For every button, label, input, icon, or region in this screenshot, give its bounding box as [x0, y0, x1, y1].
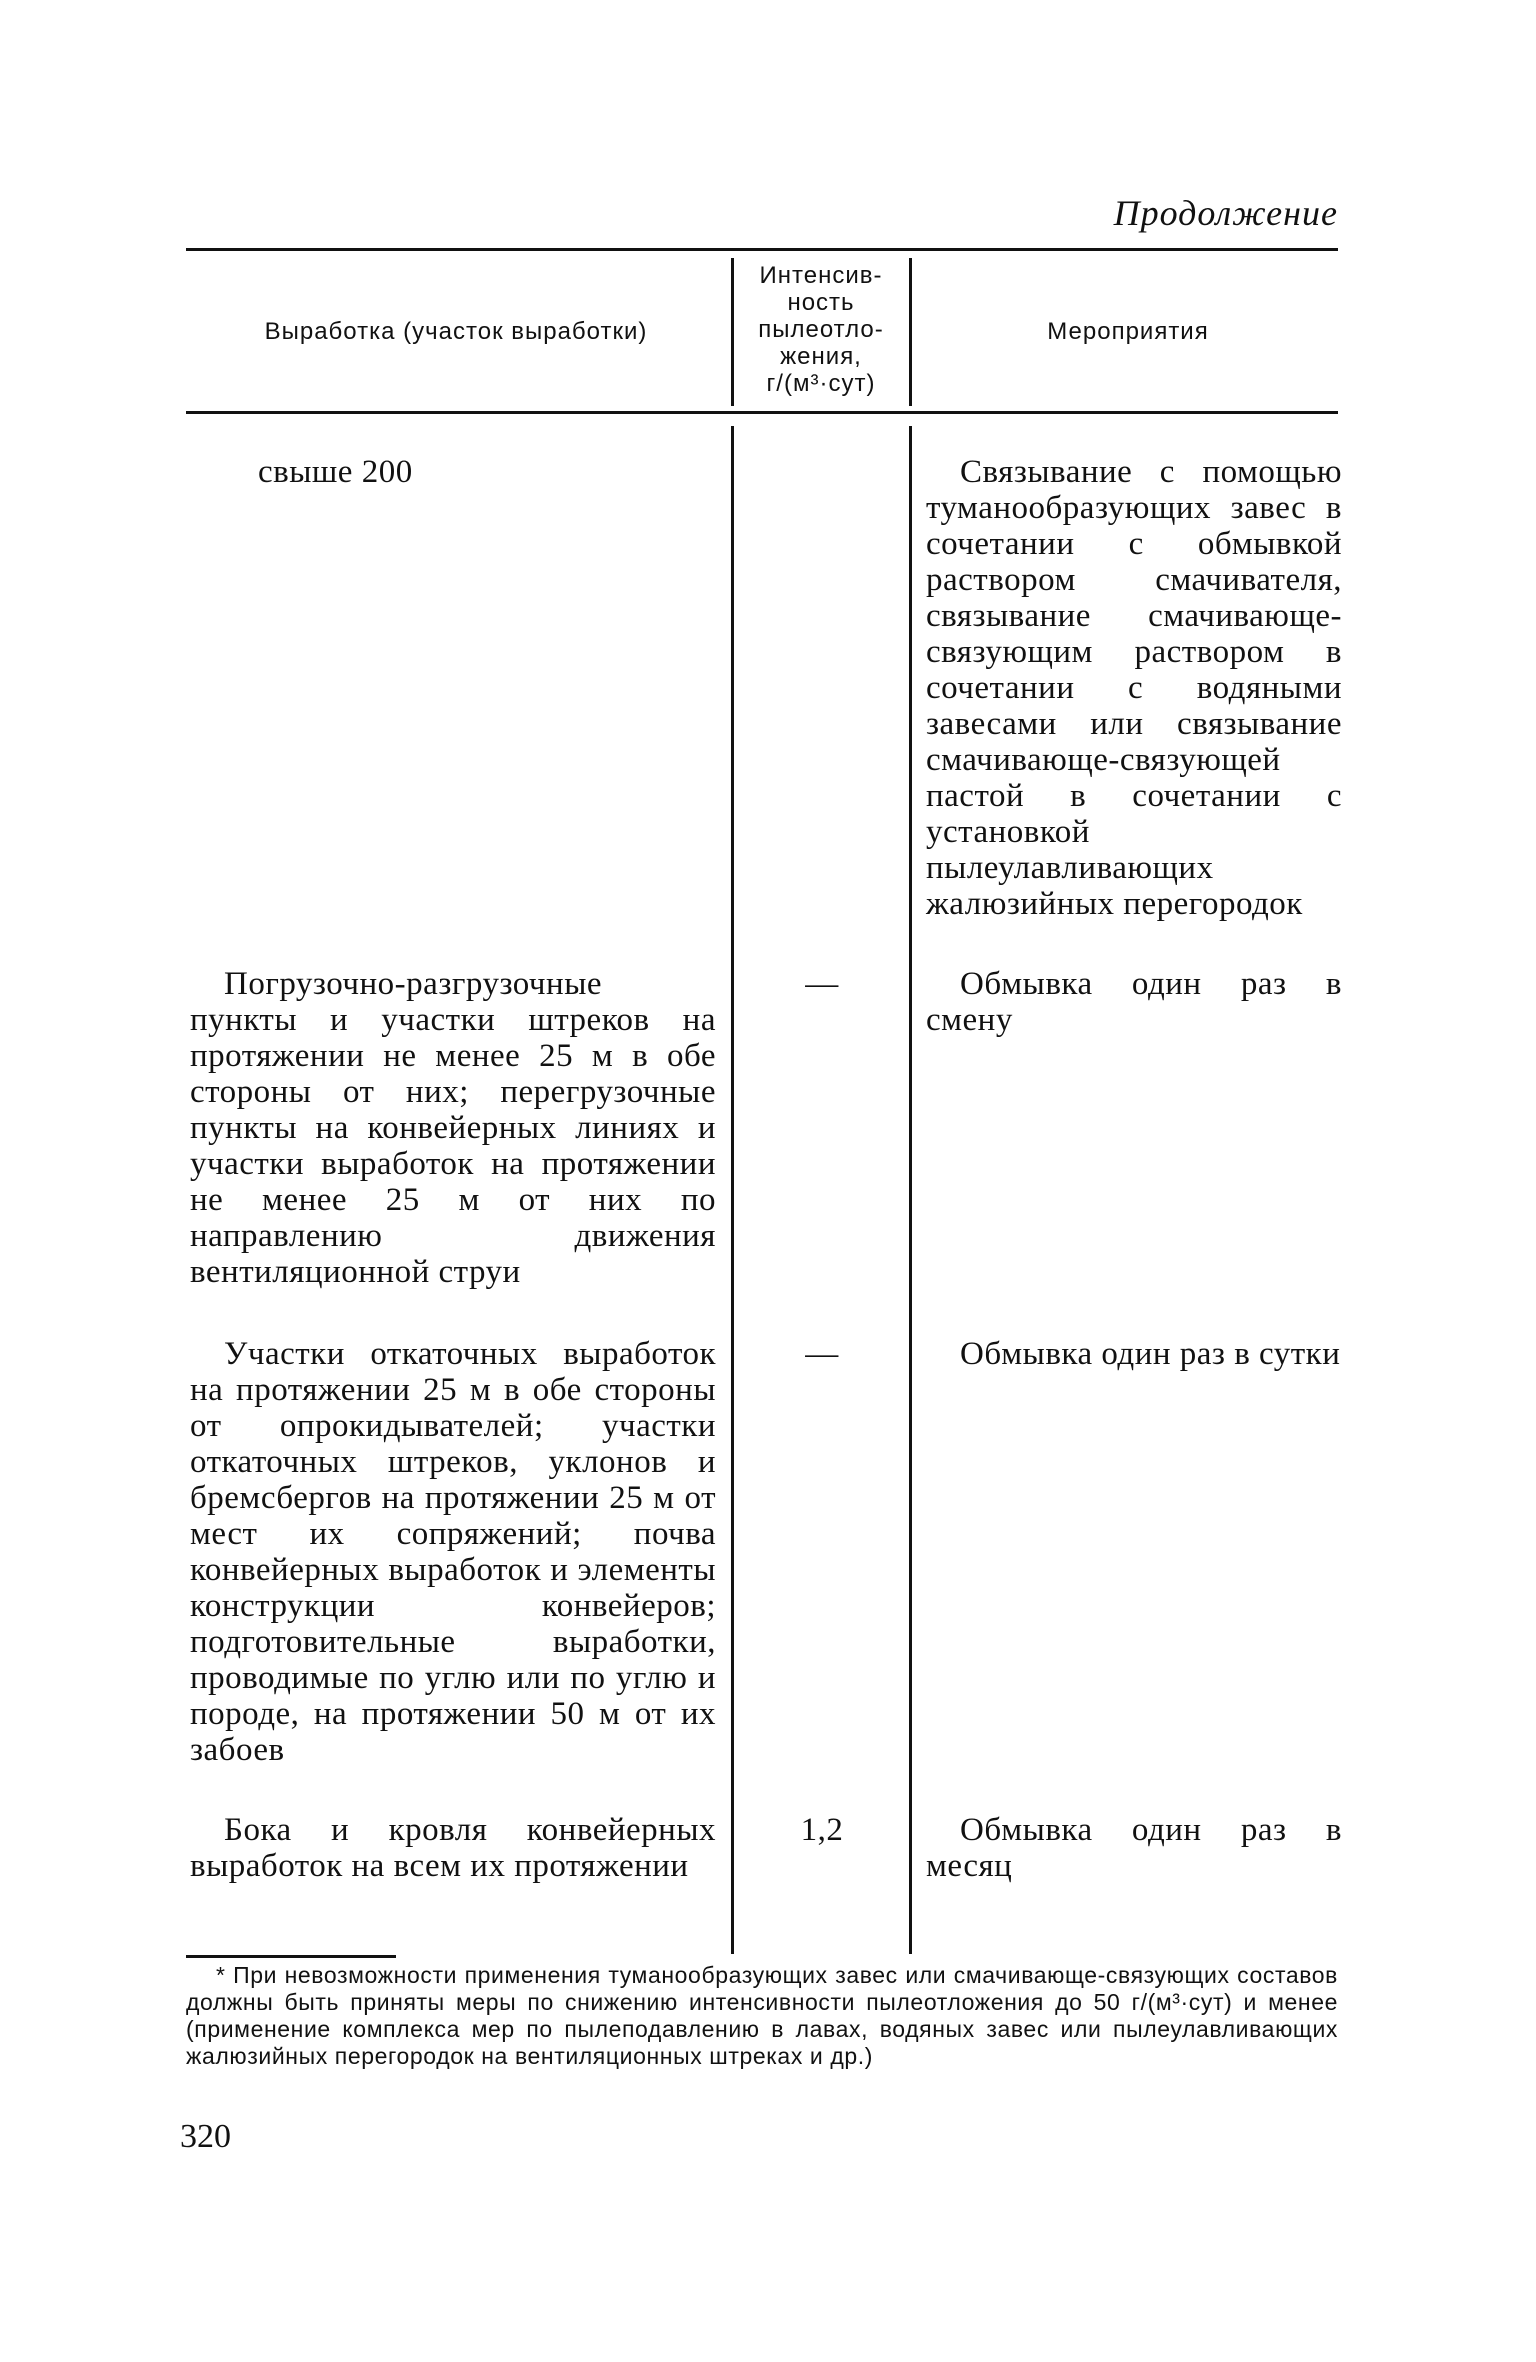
body-column-divider-2 — [909, 426, 912, 1954]
footnote-rule — [186, 1955, 396, 1958]
table-top-rule — [186, 248, 1338, 251]
header-column-divider-1 — [731, 258, 734, 406]
cell-measures-text: Обмывка один раз в сутки — [960, 1336, 1341, 1372]
cell-measures — [926, 1812, 1342, 1884]
table-header-rule — [186, 411, 1338, 414]
cell-measures-text: Обмывка один раз в смену — [926, 966, 1342, 1038]
continuation-label: Продолжение — [1113, 193, 1338, 233]
cell-location-text: Бока и кровля конвейерных выработок на всем их протяжении — [190, 1812, 716, 1884]
cell-intensity: — — [805, 966, 839, 1002]
cell-location — [190, 1812, 716, 1884]
cell-location-text: Участки откаточных выработок на протяжении 25 м в обе стороны от опрокидывателей; участки откаточных штреков, уклонов и бремсбергов на протяжении 25 м от мест их сопряжений; почва конвейерных выработок и элементы конструкции конвейеров; подготовительные выработки, проводимые по углю или по углю и породе, на протяжении 50 м от их забоев — [190, 1336, 716, 1768]
cell-location — [190, 1336, 716, 1768]
cell-location: свыше 200 — [258, 454, 413, 490]
page-number: 320 — [180, 2118, 231, 2155]
footnote: * При невозможности применения туманообразующих завес или смачивающе-связующих составов должны быть приняты меры по снижению интенсивности пылеотложения до 50 г/(м³·сут) и менее (применение комплекса мер по пылеподавлению в лавах, водяных завес или пылеулавливающих жалюзийных перегородок на вентиляционных штреках и др.) — [186, 1962, 1338, 2069]
cell-measures-text: Обмывка один раз в месяц — [926, 1812, 1342, 1884]
column-header-measures: Мероприятия — [1047, 318, 1209, 345]
body-column-divider-1 — [731, 426, 734, 1954]
column-header-location: Выработка (участок выработки) — [264, 318, 648, 345]
cell-intensity: — — [805, 1336, 839, 1372]
cell-intensity: 1,2 — [800, 1812, 844, 1848]
header-column-divider-2 — [909, 258, 912, 406]
cell-location-text: Погрузочно-разгрузочные пункты и участки штреков на протяжении не менее 25 м в обе стороны от них; перегрузочные пункты на конвейерных линиях и участки выработок на протяжении не менее 25 м от них по направлению движения вентиляционной струи — [190, 966, 716, 1290]
cell-location — [190, 966, 716, 1290]
cell-measures — [926, 454, 1342, 922]
column-header-intensity: Интенсив- ность пылеотло- жения, г/(м³·сут) — [758, 262, 884, 397]
cell-measures — [926, 1336, 1342, 1372]
cell-measures — [926, 966, 1342, 1038]
cell-measures-text: Связывание с помощью туманообразующих завес в сочетании с обмывкой раствором смачивателя, связывание смачивающе-связующим раствором в сочетании с водяными завесами или связывание смачивающе-связующей пастой в сочетании с установкой пылеулавливающих жалюзийных перегородок — [926, 454, 1342, 922]
